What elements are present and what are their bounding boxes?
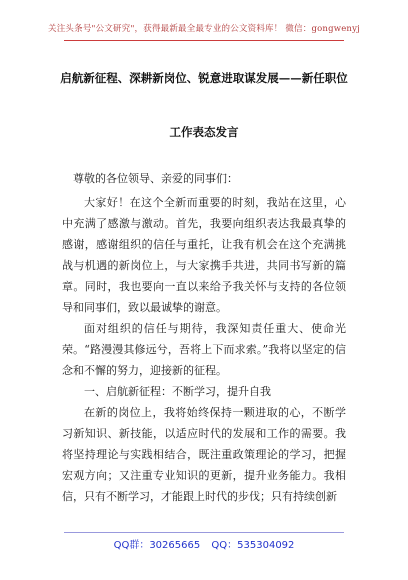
document-body	[62, 168, 346, 507]
header-banner: 关注头条号"公文研究"，获得最新最全最专业的公文资料库！ 微信：gongwenyj	[48, 24, 360, 34]
salutation: 尊敬的各位领导、亲爱的同事们：	[73, 172, 238, 185]
footer-qq: QQ：535304092	[211, 540, 295, 551]
section-heading-1: 一、启航新征程：不断学习，提升自我	[84, 385, 271, 398]
document-title-line-2: 工作表态发言	[169, 125, 239, 139]
paragraph-commitment: 面对组织的信任与期待，我深知责任重大、使命光荣。“路漫漫其修远兮，吾将上下而求索。”我将以坚定的信念和不懈的努力，迎接新的征程。	[62, 322, 346, 377]
document-title-line-1: 启航新征程、深耕新岗位、锐意进取谋发展——新任职位	[60, 71, 348, 85]
footer-qq-group: QQ群：30265665	[113, 540, 201, 551]
footer-divider	[64, 532, 344, 533]
header-divider	[64, 40, 344, 41]
paragraph-intro: 大家好！在这个全新而重要的时刻，我站在这里，心中充满了感激与激动。首先，我要向组织表达我最真挚的感谢，感谢组织的信任与重托，让我有机会在这个充满挑战与机遇的新岗位上，与大家携手共进，共同书写新的篇章。同时，我也要向一直以来给予我关怀与支持的各位领导和同事们，致以最诚挚的谢意。	[62, 196, 346, 314]
paragraph-section-1: 在新的岗位上，我将始终保持一颗进取的心，不断学习新知识、新技能，以适应时代的发展和工作的需要。我将坚持理论与实践相结合，既注重政策理论的学习，把握宏观方向；又注重专业知识的更新，提升业务能力。我相信，只有不断学习，才能跟上时代的步伐；只有持续创新	[62, 406, 346, 503]
footer	[0, 536, 408, 551]
